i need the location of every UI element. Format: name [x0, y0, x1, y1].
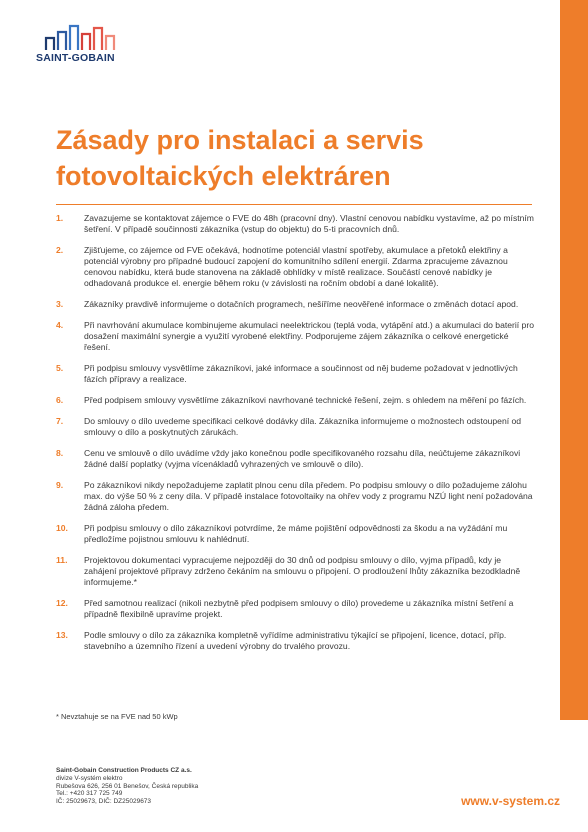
item-number: 1. [56, 213, 64, 223]
page-title: Zásady pro instalaci a servis fotovoltaických elektráren [56, 125, 424, 191]
company-ids: IČ: 25029673, DIČ: DZ25029673 [56, 798, 152, 806]
list-item [56, 416, 534, 438]
list-item [56, 213, 534, 235]
list-item [56, 245, 534, 289]
item-number: 10. [56, 523, 68, 533]
item-text: Při podpisu smlouvy vysvětlíme zákazníkovi, jaké informace a součinnost od něj budeme požadovat v jednotlivých fázích přípravy a realizace. [84, 363, 518, 384]
item-number: 13. [56, 630, 68, 640]
company-address: Rubešova 626, 256 01 Benešov, Česká republika [56, 782, 199, 790]
list-item [56, 448, 534, 470]
logo-wordmark: SAINT-GOBAIN [36, 52, 115, 64]
saint-gobain-logo [36, 22, 136, 64]
item-number: 3. [56, 299, 64, 309]
list-item [56, 320, 534, 353]
item-number: 6. [56, 395, 64, 405]
item-text: Podle smlouvy o dílo za zákazníka kompletně vyřídíme administrativu týkající se připojení, licence, dotací, příp. stavebního a územního řízení a uvedení výrobny do trvalého provozu. [84, 630, 507, 651]
item-text: Při podpisu smlouvy o dílo zákazníkovi potvrdíme, že máme pojištění odpovědnosti za škodu a na vyžádání mu předložíme pojistnou smlouvu k nahlédnutí. [84, 523, 508, 544]
item-number: 5. [56, 363, 64, 373]
item-text: Zákazníky pravdivě informujeme o dotačních programech, nešíříme neověřené informace o změnách dotací apod. [84, 299, 519, 309]
item-number: 11. [56, 555, 68, 565]
list-item [56, 523, 534, 545]
item-number: 7. [56, 416, 64, 426]
company-phone: Tel.: +420 317 725 749 [56, 790, 123, 798]
list-item [56, 555, 534, 588]
list-item [56, 598, 534, 620]
item-number: 8. [56, 448, 64, 458]
list-item [56, 480, 534, 513]
website-link[interactable]: www.v-system.cz [461, 794, 560, 808]
list-item [56, 299, 534, 310]
item-text: Po zákazníkovi nikdy nepožadujeme zaplatit plnou cenu díla předem. Po podpisu smlouvy o dílo požadujeme zálohu max. do výše 50 % z ceny díla. V případě instalace fotovoltaiky na ohřev vody z programu NZÚ light není požadována žádná záloha předem. [84, 480, 533, 512]
item-text: Před podpisem smlouvy vysvětlíme zákazníkovi navrhované technické řešení, zejm. s ohledem na měření po fázích. [84, 395, 527, 405]
list-item [56, 395, 534, 406]
item-text: Projektovou dokumentaci vypracujeme nejpozději do 30 dnů od podpisu smlouvy o dílo, vyjma případů, kdy je zahájení projektové přípravy zdrženo čekáním na smlouvu o připojení. O prodloužení lhůty zákazníka bezodkladně informujeme.* [84, 555, 521, 587]
logo-skyline-icon [36, 22, 136, 52]
item-number: 12. [56, 598, 68, 608]
item-text: Při navrhování akumulace kombinujeme akumulaci neelektrickou (teplá voda, vytápění atd.) a akumulaci do baterií pro dosažení maximální synergie a využití vyrobené elektřiny. Podporujeme zájem zákazníka o celkové energetické řešení. [84, 320, 534, 352]
item-text: Před samotnou realizací (nikoli nezbytně před podpisem smlouvy o dílo) provedeme u zákazníka místní šetření a případně flexibilně upravíme projekt. [84, 598, 514, 619]
item-number: 2. [56, 245, 64, 255]
principles-list [56, 213, 534, 652]
list-item [56, 363, 534, 385]
company-name: Saint-Gobain Construction Products CZ a.s. [56, 767, 192, 774]
list-item [56, 630, 534, 652]
title-divider [56, 204, 532, 205]
item-text: Zjišťujeme, co zájemce od FVE očekává, hodnotíme potenciál vlastní spotřeby, akumulace a přetoků elektřiny a potenciál výrobny pro případné budoucí zapojení do komunitního sdílení energií. Zdarma zpracujeme závaznou cenovou nabídku, která bude stanovena na základě obhlídky v místě realizace. Součástí cenové nabídky je odhadovaná produkce el. energie během roku (v závislosti na ročním období a dané lokalitě). [84, 245, 508, 288]
footnote: * Nevztahuje se na FVE nad 50 kWp [56, 712, 178, 721]
item-text: Do smlouvy o dílo uvedeme specifikaci celkové dodávky díla. Zákazníka informujeme o možnostech odstoupení od smlouvy o dílo a poskytnutých zárukách. [84, 416, 522, 437]
item-number: 4. [56, 320, 64, 330]
company-footer [56, 767, 198, 806]
company-division: divize V-systém elektro [56, 774, 123, 782]
item-number: 9. [56, 480, 64, 490]
item-text: Zavazujeme se kontaktovat zájemce o FVE do 48h (pracovní dny). Vlastní cenovou nabídku vystavíme, až po místním šetření. V případě součinnosti zákazníka (vstup do objektu) do 5-ti pracovních dnů. [84, 213, 534, 234]
item-text: Cenu ve smlouvě o dílo uvádíme vždy jako konečnou podle specifikovaného rozsahu díla, neúčtujeme zákazníkovi žádné další poplatky (vyjma vícenákladů vyhrazených ve smlouvě o dílo). [84, 448, 521, 469]
